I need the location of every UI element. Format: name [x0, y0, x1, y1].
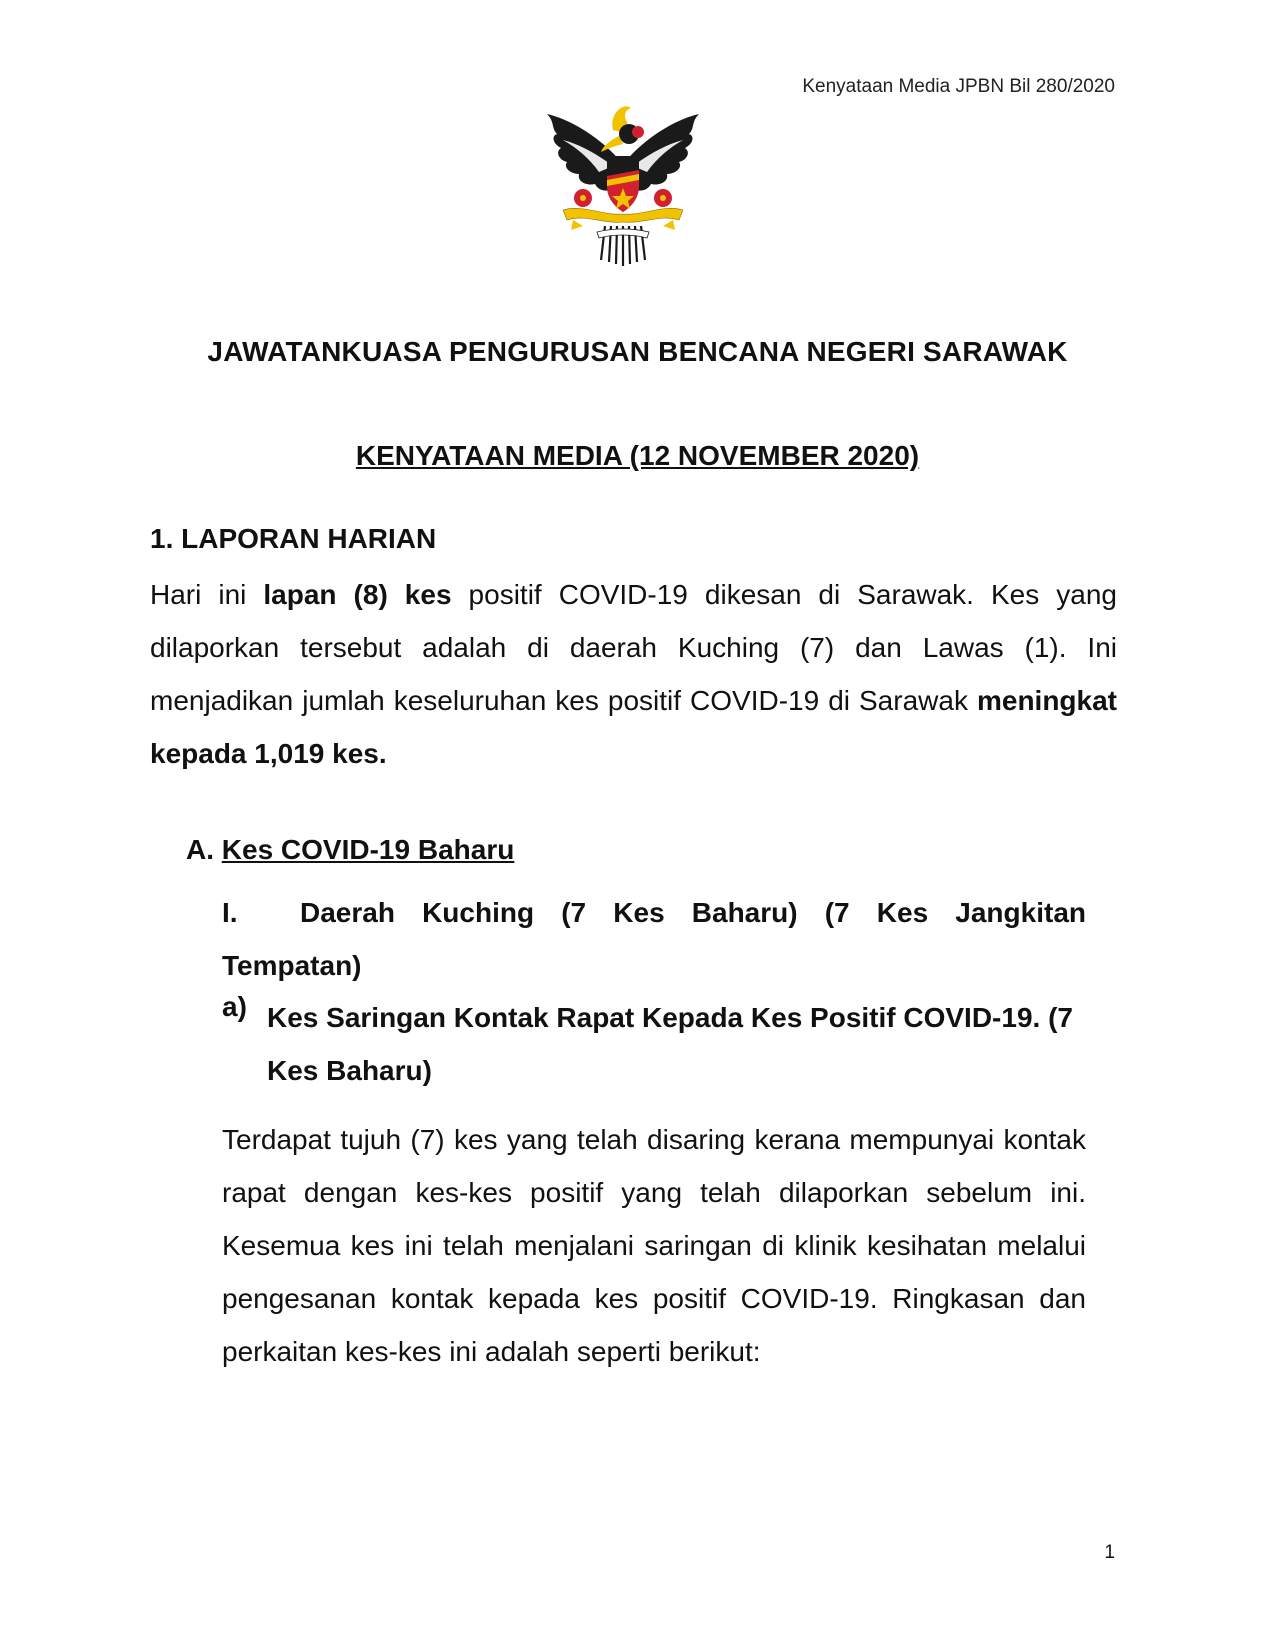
paragraph-text: Hari ini — [150, 579, 264, 610]
subsection-label: A. — [186, 834, 214, 865]
district-title: Daerah Kuching (7 Kes Baharu) (7 Kes Jangkitan Tempatan) — [222, 897, 1086, 981]
organization-title: JAWATANKUASA PENGURUSAN BENCANA NEGERI SARAWAK — [207, 336, 1068, 367]
media-statement-title-text: KENYATAAN MEDIA (12 NOVEMBER 2020) — [355, 440, 920, 471]
sarawak-state-crest-icon — [543, 100, 703, 272]
new-cases-count: lapan (8) kes — [263, 579, 452, 610]
cumulative-cases: meningkat kepada 1,019 kes. — [150, 685, 1117, 769]
subsection-title: Kes COVID-19 Baharu — [221, 834, 515, 865]
paragraph-text: positif COVID-19 dikesan di Sarawak. Kes yang dilaporkan tersebut adalah di daerah Kuching (7) dan Lawas (1). Ini menjadikan jumlah keseluruhan kes positif COVID-19 di Sarawak — [150, 579, 1117, 716]
roman-numeral-label: I. — [222, 897, 238, 928]
page-number: 1 — [1104, 1542, 1115, 1563]
item-title: Kes Saringan Kontak Rapat Kepada Kes Positif COVID-19. (7 Kes Baharu) — [267, 1002, 1073, 1086]
daily-report-paragraph — [150, 568, 1117, 780]
media-statement-title — [0, 440, 1275, 472]
subsection-a-heading — [186, 834, 514, 866]
screening-paragraph: Terdapat tujuh (7) kes yang telah disaring kerana mempunyai kontak rapat dengan kes-kes positif yang telah dilaporkan sebelum ini. Kesemua kes ini telah menjalani saringan di klinik kesihatan melalui pengesanan kontak kepada kes positif COVID-19. Ringkasan dan perkaitan kes-kes ini adalah seperti berikut: — [222, 1124, 1086, 1367]
item-label: a) — [222, 991, 247, 1022]
district-heading — [222, 886, 1086, 992]
section-heading: 1. LAPORAN HARIAN — [150, 523, 437, 554]
document-reference: Kenyataan Media JPBN Bil 280/2020 — [802, 76, 1115, 97]
